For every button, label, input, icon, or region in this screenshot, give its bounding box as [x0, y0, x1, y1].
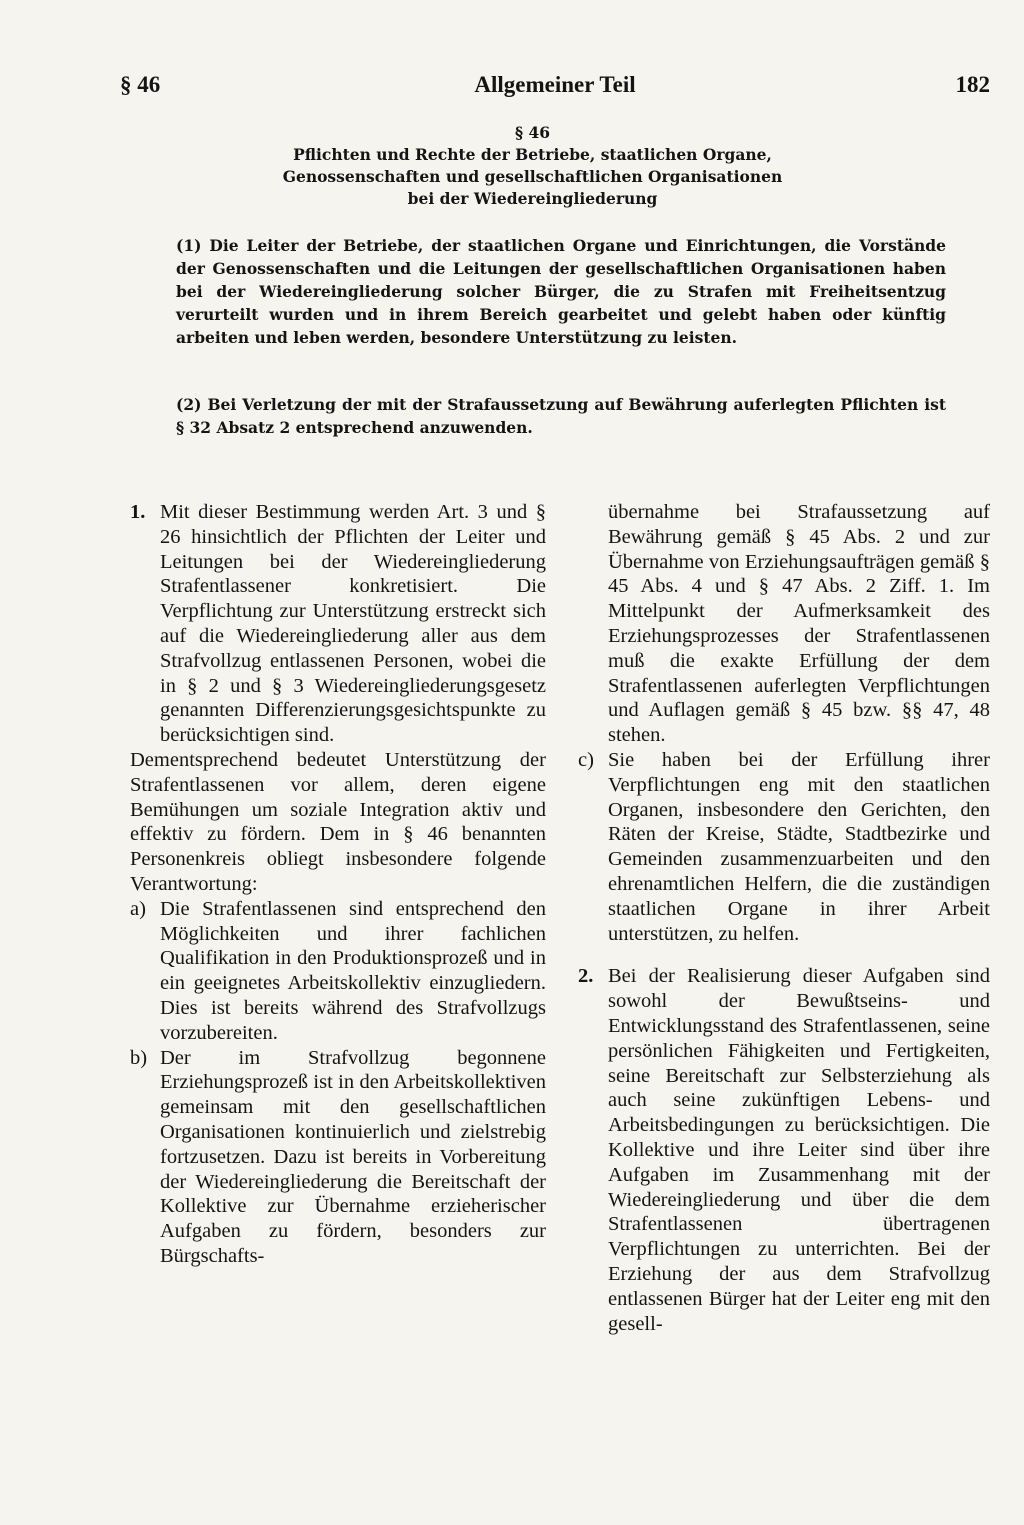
note-label: 1.	[130, 501, 146, 523]
list-text: Der im Strafvollzug begonnene Erziehungsprozeß ist in den Arbeitskollektiven gemeinsam mit den gesellschaftlichen Organisationen kontinuierlich und zielstrebig fortzusetzen. Dazu ist bereits in Vorbereitung der Wiedereingliederung die Bereitschaft der Kollektive zur Übernahme erzieherischer Aufgaben zu fördern, besonders zur Bürgschafts-	[160, 1046, 546, 1267]
note-label: 2.	[578, 965, 594, 988]
list-item-a	[130, 897, 546, 1046]
section-heading	[160, 122, 905, 210]
page-number: 182	[955, 72, 990, 97]
list-item-c	[578, 748, 990, 946]
list-label: c)	[578, 748, 594, 771]
section-title-line: Genossenschaften und gesellschaftlichen Organisationen	[282, 167, 783, 186]
list-label: a)	[130, 897, 146, 920]
list-text: übernahme bei Strafaussetzung auf Bewährung gemäß § 45 Abs. 2 und zur Übernahme von Erziehungsaufträgen gemäß § 45 Abs. 4 und § 47 Abs. 2 Ziff. 1. Im Mittelpunkt der Aufmerksamkeit des Erziehungsprozesses der Strafentlassenen muß die exakte Erfüllung der dem Strafentlassenen auferlegten Verpflichtungen und Auflagen gemäß § 45 bzw. §§ 47, 48 stehen.	[608, 501, 990, 747]
note-text: Mit dieser Bestimmung werden Art. 3 und § 26 hinsichtlich der Pflichten der Leiter und Leitungen bei der Wiedereingliederung Strafentlassener konkretisiert. Die Verpflichtung zur Unterstützung erstreckt sich auf die Wiedereingliederung aller aus dem Strafvollzug entlassenen Personen, wobei die in § 2 und § 3 Wiedereingliederungsgesetz genannten Differenzierungsgesichtspunkte zu berücksichtigen sind.	[160, 501, 546, 747]
list-item-b	[130, 1046, 546, 1269]
commentary-note-1	[130, 500, 546, 748]
header-title: Allgemeiner Teil	[474, 72, 636, 97]
commentary-column-left	[130, 500, 546, 1269]
list-label: b)	[130, 1046, 148, 1069]
section-number: § 46	[514, 123, 551, 142]
list-item-b-continued	[578, 500, 990, 748]
law-paragraph-1: (1) Die Leiter der Betriebe, der staatlichen Organe und Einrichtungen, die Vorstände der Genossenschaften und die Leitungen der gesellschaftlichen Organisationen haben bei der Wiedereingliederung solcher Bürger, die zu Strafen mit Freiheitsentzug verurteilt wurden und in ihrem Bereich gearbeitet und gelebt haben oder künftig arbeiten und leben werden, besondere Unterstützung zu leisten.	[176, 236, 946, 347]
law-paragraph-2: (2) Bei Verletzung der mit der Strafaussetzung auf Bewährung auferlegten Pflichten ist § 32 Absatz 2 entsprechend anzuwenden.	[176, 395, 946, 437]
commentary-note-2	[578, 964, 990, 1336]
section-title-line: bei der Wiedereingliederung	[407, 189, 658, 208]
running-header	[120, 72, 990, 104]
commentary-column-right	[578, 500, 990, 1336]
list-text: Die Strafentlassenen sind entsprechend den Möglichkeiten und ihrer fachlichen Qualifikation in den Produktionsprozeß und in ein geeignetes Arbeitskollektiv einzugliedern. Dies ist bereits während des Strafvollzugs vorzubereiten.	[160, 897, 546, 1044]
header-section-number: § 46	[120, 72, 161, 97]
list-text: Sie haben bei der Erfüllung ihrer Verpflichtungen eng mit den staatlichen Organen, insbesondere den Gerichten, den Räten der Kreise, Städte, Stadtbezirke und Gemeinden zusammenzuarbeiten und den ehrenamtlichen Helfern, die die zuständigen staatlichen Organe in ihrer Arbeit unterstützen, zu helfen.	[608, 748, 990, 945]
note-text: Dementsprechend bedeutet Unterstützung der Strafentlassenen vor allem, deren eigene Bemühungen um soziale Integration aktiv und effektiv zu fördern. Dem in § 46 benannten Personenkreis obliegt insbesondere folgende Verantwortung:	[130, 748, 546, 895]
spacer	[578, 946, 990, 964]
note-text: Bei der Realisierung dieser Aufgaben sind sowohl der Bewußtseins- und Entwicklungsstand des Strafentlassenen, seine persönlichen Fähigkeiten und Fertigkeiten, seine Bereitschaft zur Selbsterziehung als auch seine zukünftigen Lebens- und Arbeitsbedingungen zu berücksichtigen. Die Kollektive und ihre Leiter sind über ihre Aufgaben im Zusammenhang mit der Wiedereingliederung und über die dem Strafentlassenen übertragenen Verpflichtungen zu unterrichten. Bei der Erziehung der aus dem Strafvollzug entlassenen Bürger hat der Leiter eng mit den gesell-	[608, 965, 990, 1335]
section-title-line: Pflichten und Rechte der Betriebe, staatlichen Organe,	[293, 145, 772, 164]
